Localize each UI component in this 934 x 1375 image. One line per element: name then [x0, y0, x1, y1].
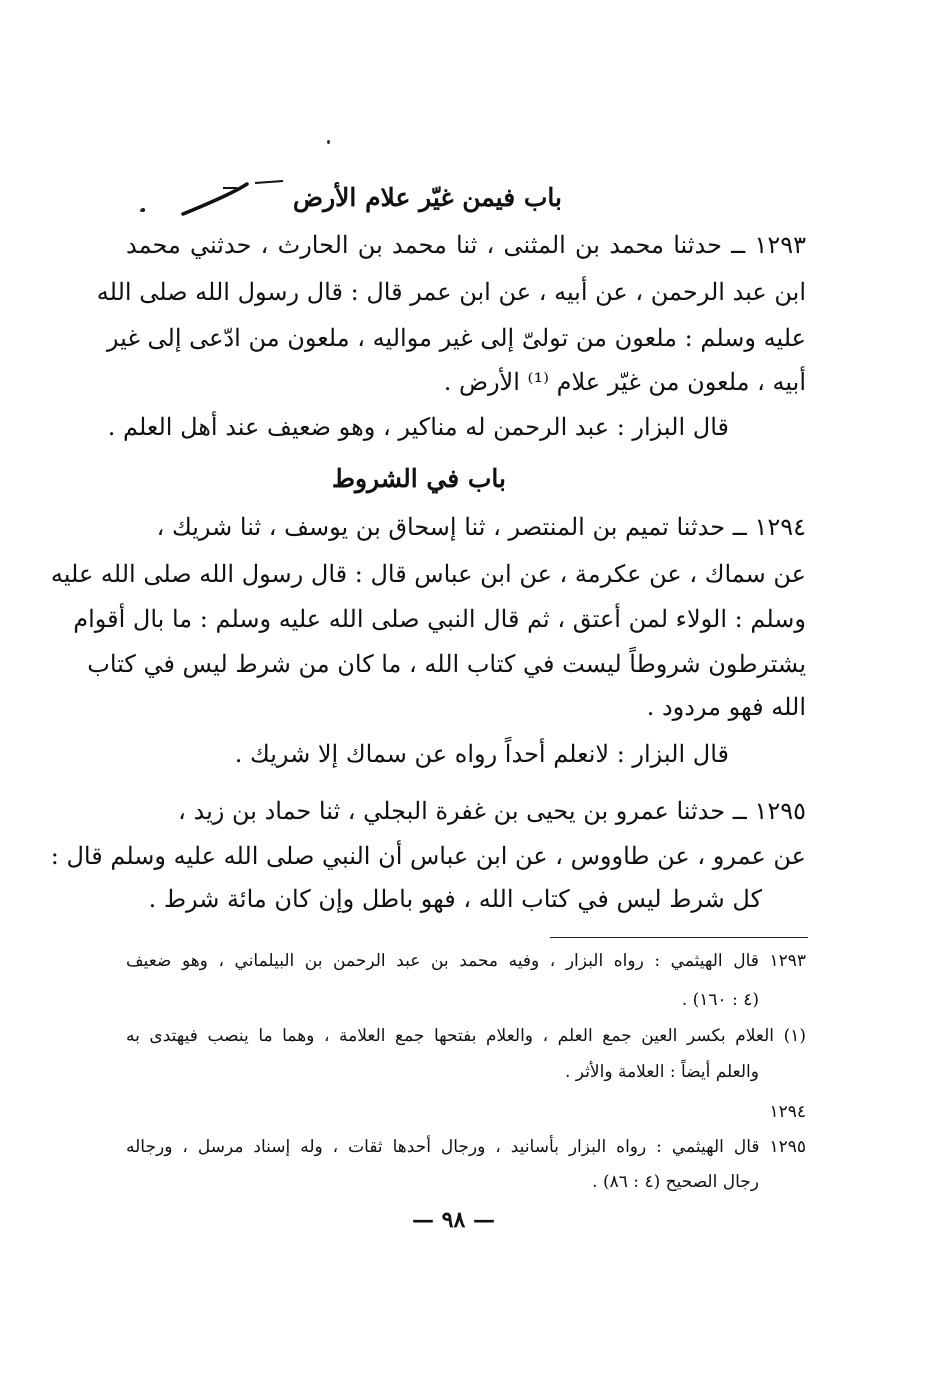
footnote-1293-line-1: ١٢٩٣ قال الهيثمي : رواه البزار ، وفيه محمد بن عبد الرحمن بن البيلماني ، وهو ضعيف	[126, 951, 806, 971]
scan-speck	[327, 140, 330, 144]
footnote-1294: ١٢٩٤	[769, 1102, 806, 1122]
footnote-1293-line-2: (٤ : ١٦٠) .	[681, 990, 759, 1010]
footnote-1-line-2: والعلم أيضاً : العلامة والأثر .	[565, 1062, 759, 1082]
footnote-1295-line-1: ١٢٩٥ قال الهيثمي : رواه البزار بأسانيد ، ورجال أحدها ثقات ، وله إسناد مرسل ، ورجاله	[126, 1137, 806, 1157]
scan-speck	[140, 209, 143, 212]
footnote-1295-line-2: رجال الصحيح (٤ : ٨٦) .	[592, 1172, 759, 1192]
footnote-divider	[550, 937, 808, 938]
hadith-1294-line-4: يشترطون شروطاً ليست في كتاب الله ، ما كان من شرط ليس في كتاب	[87, 650, 806, 678]
ink-flourish-mark	[135, 178, 290, 223]
hadith-1293-line-1: ١٢٩٣ ــ حدثنا محمد بن المثنى ، ثنا محمد بن الحارث ، حدثني محمد	[126, 231, 806, 259]
hadith-1295-line-1: ١٢٩٥ ــ حدثنا عمرو بن يحيى بن غفرة البجلي ، ثنا حماد بن زيد ،	[178, 797, 806, 825]
hadith-1294-line-5: الله فهو مردود .	[646, 693, 806, 721]
hadith-1295-line-3: كل شرط ليس في كتاب الله ، فهو باطل وإن كان مائة شرط .	[148, 885, 762, 913]
page-number: — ٩٨ —	[412, 1207, 495, 1233]
hadith-1294-line-1: ١٢٩٤ ــ حدثنا تميم بن المنتصر ، ثنا إسحاق بن يوسف ، ثنا شريك ،	[156, 513, 806, 541]
footnote-1-line-1: (١) العلام بكسر العين جمع العلم ، والعلام بفتحها جمع العلامة ، وهما ما ينصب فيهتدى به	[126, 1026, 806, 1046]
hadith-1293-line-2: ابن عبد الرحمن ، عن أبيه ، عن ابن عمر قال : قال رسول الله صلى الله	[96, 278, 806, 306]
chapter-title-conditions: باب في الشروط	[331, 464, 506, 493]
hadith-1294-line-2: عن سماك ، عن عكرمة ، عن ابن عباس قال : قال رسول الله صلى الله عليه	[50, 560, 806, 588]
bazzar-comment-1293: قال البزار : عبد الرحمن له مناكير ، وهو ضعيف عند أهل العلم .	[107, 413, 729, 441]
hadith-1293-line-4: أبيه ، ملعون من غيّر علام ⁽¹⁾ الأرض .	[443, 368, 806, 396]
hadith-1295-line-2: عن عمرو ، عن طاووس ، عن ابن عباس أن النبي صلى الله عليه وسلم قال :	[50, 842, 806, 870]
bazzar-comment-1294: قال البزار : لانعلم أحداً رواه عن سماك إلا شريك .	[234, 740, 729, 768]
hadith-1294-line-3: وسلم : الولاء لمن أعتق ، ثم قال النبي صلى الله عليه وسلم : ما بال أقوام	[73, 605, 806, 633]
chapter-title-boundaries: باب فيمن غيّر علام الأرض	[292, 183, 562, 212]
hadith-1293-line-3: عليه وسلم : ملعون من تولىّ إلى غير مواليه ، ملعون من ادّعى إلى غير	[106, 324, 806, 352]
